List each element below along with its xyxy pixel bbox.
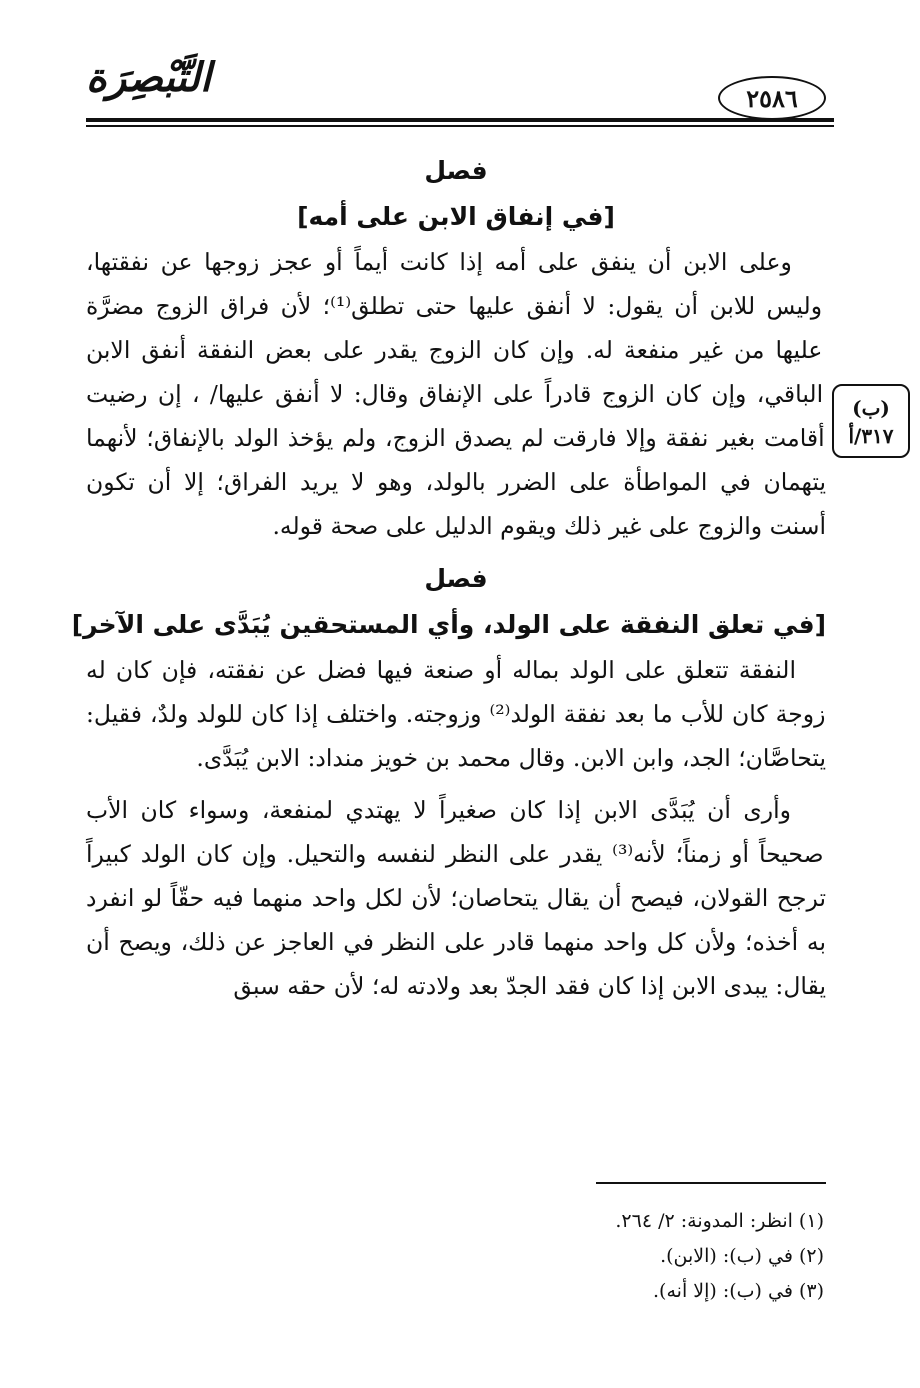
footnote: (٣) في (ب): (إلا أنه).: [653, 1280, 824, 1302]
text-line: الباقي، وإن كان الزوج قادراً على الإنفاق وقال: لا أنفق عليها/ ، إن رضيت: [86, 380, 824, 408]
text-line: وعلى الابن أن ينفق على أمه إذا كانت أيماً أو عجز زوجها عن نفقتها،: [86, 248, 792, 276]
section-subtitle: [في تعلق النفقة على الولد، وأي المستحقين يُبَدَّى على الآخر]: [71, 610, 826, 639]
text-line: صحيحاً أو زمناً؛ لأنه⁽³⁾ يقدر على النظر لنفسه والتحيل. وإن كان الولد كبيراً: [86, 840, 824, 868]
margin-note-line: (ب): [852, 396, 890, 420]
text-line: انفرد به أخذه؛ ولأن كل واحد منهما قادر على النظر في العاجز عن ذلك،: [86, 884, 826, 956]
margin-note-line: ٣١٧/أ: [848, 424, 894, 448]
page-header: [86, 54, 834, 124]
text-line: يتحاصَّان؛ الجد، وابن الابن. وقال محمد بن خويز منداد: الابن يُبَدَّى.: [196, 744, 826, 772]
footnote: (٢) في (ب): (الابن).: [660, 1245, 824, 1267]
main-text: [71, 148, 826, 1008]
text-line: وليس للابن أن يقول: لا أنفق عليها حتى تطلق⁽¹⁾؛ لأن فراق الزوج مضرَّة: [86, 292, 823, 320]
paragraph: [86, 240, 826, 548]
section-subtitle: [في إنفاق الابن على أمه]: [297, 202, 615, 231]
header-rule-thin: [86, 125, 834, 127]
text-line: عليها من غير منفعة له. وإن كان الزوج يقدر على بعض النفقة أنفق الابن: [86, 336, 823, 364]
paragraph: [86, 648, 826, 780]
footnote: (١) انظر: المدونة: ٢/ ٢٦٤.: [615, 1210, 824, 1232]
text-line: كان للأب ما بعد نفقة الولد⁽²⁾ وزوجته. واختلف إذا كان للولد ولدٌ، فقيل:: [86, 700, 768, 728]
header-rule-thick: [86, 118, 834, 122]
text-line: أقامت بغير نفقة وإلا فارقت لم يصدق الزوج، ولم يؤخذ الولد بالإنفاق؛ لأنهما: [86, 424, 825, 452]
section-title: فصل: [424, 564, 488, 593]
text-line: والزوج على غير ذلك ويقوم الدليل على صحة قوله.: [272, 512, 763, 540]
text-line: النفقة تتعلق على الولد بماله أو صنعة فيها فضل عن نفقته، فإن كان له زوجة: [86, 656, 826, 728]
footnote-separator: [596, 1182, 826, 1184]
paragraph: [86, 788, 826, 1008]
text-line: يتهمان في المواطأة على الضرر بالولد، وهو لا يريد الفراق؛ إلا أن تكون أسنت: [86, 468, 826, 540]
footnotes: [86, 1204, 824, 1309]
page-number: ٢٥٨٦: [718, 76, 826, 120]
text-line: وأرى أن يُبَدَّى الابن إذا كان صغيراً لا يهتدي لمنفعة، وسواء كان الأب: [86, 796, 791, 824]
book-title: التَّبْصِرَة: [86, 54, 212, 101]
text-line: ترجح القولان، فيصح أن يقال يتحاصان؛ لأن لكل واحد منهما فيه حقّاً لو: [134, 884, 826, 912]
section-title: فصل: [424, 156, 488, 185]
margin-manuscript-note: [832, 384, 910, 458]
text-line: ويصح أن يقال: يبدى الابن إذا كان فقد الجدّ بعد ولادته له؛ لأن حقه سبق: [86, 928, 826, 1000]
